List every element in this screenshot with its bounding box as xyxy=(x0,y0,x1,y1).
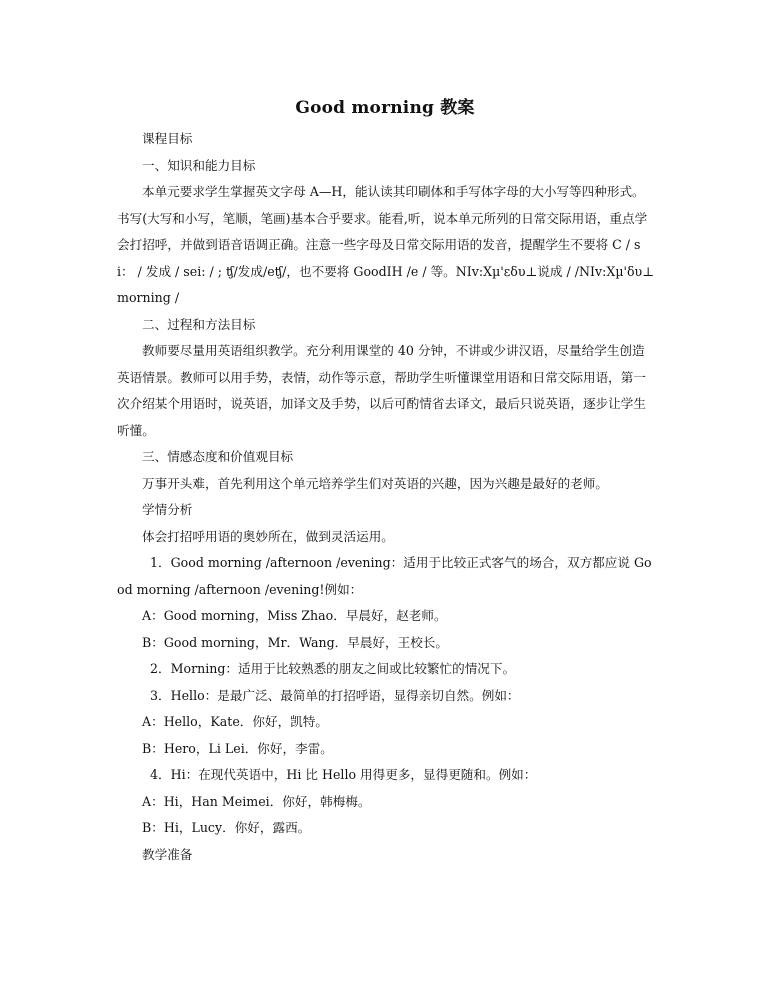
paragraph: A：Good morning，Miss Zhao．早晨好，赵老师。 xyxy=(142,608,447,623)
document-body xyxy=(117,126,657,868)
paragraph: B：Good morning，Mr．Wang．早晨好，王校长。 xyxy=(142,634,448,650)
paragraph: 一、知识和能力目标 xyxy=(142,157,256,173)
paragraph: 4．Hi：在现代英语中，Hi 比 Hello 用得更多，显得更随和。例如： xyxy=(150,767,537,782)
document-title: Good morning 教案 xyxy=(295,98,475,118)
paragraph: 体会打招呼用语的奥妙所在，做到灵活运用。 xyxy=(142,528,394,544)
paragraph: 课程目标 xyxy=(142,131,193,146)
paragraph: 3．Hello：是最广泛、最简单的打招呼语，显得亲切自然。例如： xyxy=(150,687,520,703)
paragraph: 本单元要求学生掌握英文字母 A—H，能认读其印刷体和手写体字母的大小写等四种形式。书写(大写和小写，笔顺，笔画)基本合乎要求。能看,听，说本单元所列的日常交际用语，重点学会打招呼，并做到语音语调正确。注意一些字母及日常交际用语的发音，提醒学生不要将 C / si： / 发成 / sei: / ; ʧ/发成/eʧ/，也不要将 GoodIH /e / 等。NIv:Xµ'εδυ⊥说成 / /NIv:Xµ'δυ⊥morning / xyxy=(117,184,655,305)
paragraph: 三、情感态度和价值观目标 xyxy=(142,449,294,464)
paragraph: 2．Morning：适用于比较熟悉的朋友之间或比较繁忙的情况下。 xyxy=(150,661,516,676)
paragraph: 教学准备 xyxy=(142,846,193,862)
paragraph: A：Hi，Han Meimei．你好，韩梅梅。 xyxy=(142,793,371,809)
paragraph: B：Hero，Li Lei．你好，李雷。 xyxy=(142,740,333,756)
paragraph: A：Hello，Kate．你好，凯特。 xyxy=(142,714,328,729)
paragraph: 学情分析 xyxy=(142,502,193,517)
paragraph: B：Hi，Lucy．你好，露西。 xyxy=(142,820,311,835)
paragraph: 二、过程和方法目标 xyxy=(142,316,256,332)
paragraph: 教师要尽量用英语组织教学。充分利用课堂的 40 分钟，不讲或少讲汉语，尽量给学生创造英语情景。教师可以用手势，表情，动作等示意，帮助学生听懂课堂用语和日常交际用语，第一次介绍某个用语时，说英语，加译文及手势，以后可酌情省去译文，最后只说英语，逐步让学生听懂。 xyxy=(117,343,646,438)
paragraph: 1．Good morning /afternoon /evening：适用于比较正式客气的场合，双方都应说 Good morning /afternoon /evening!例如： xyxy=(117,555,652,597)
paragraph: 万事开头难，首先利用这个单元培养学生们对英语的兴趣，因为兴趣是最好的老师。 xyxy=(142,475,608,491)
